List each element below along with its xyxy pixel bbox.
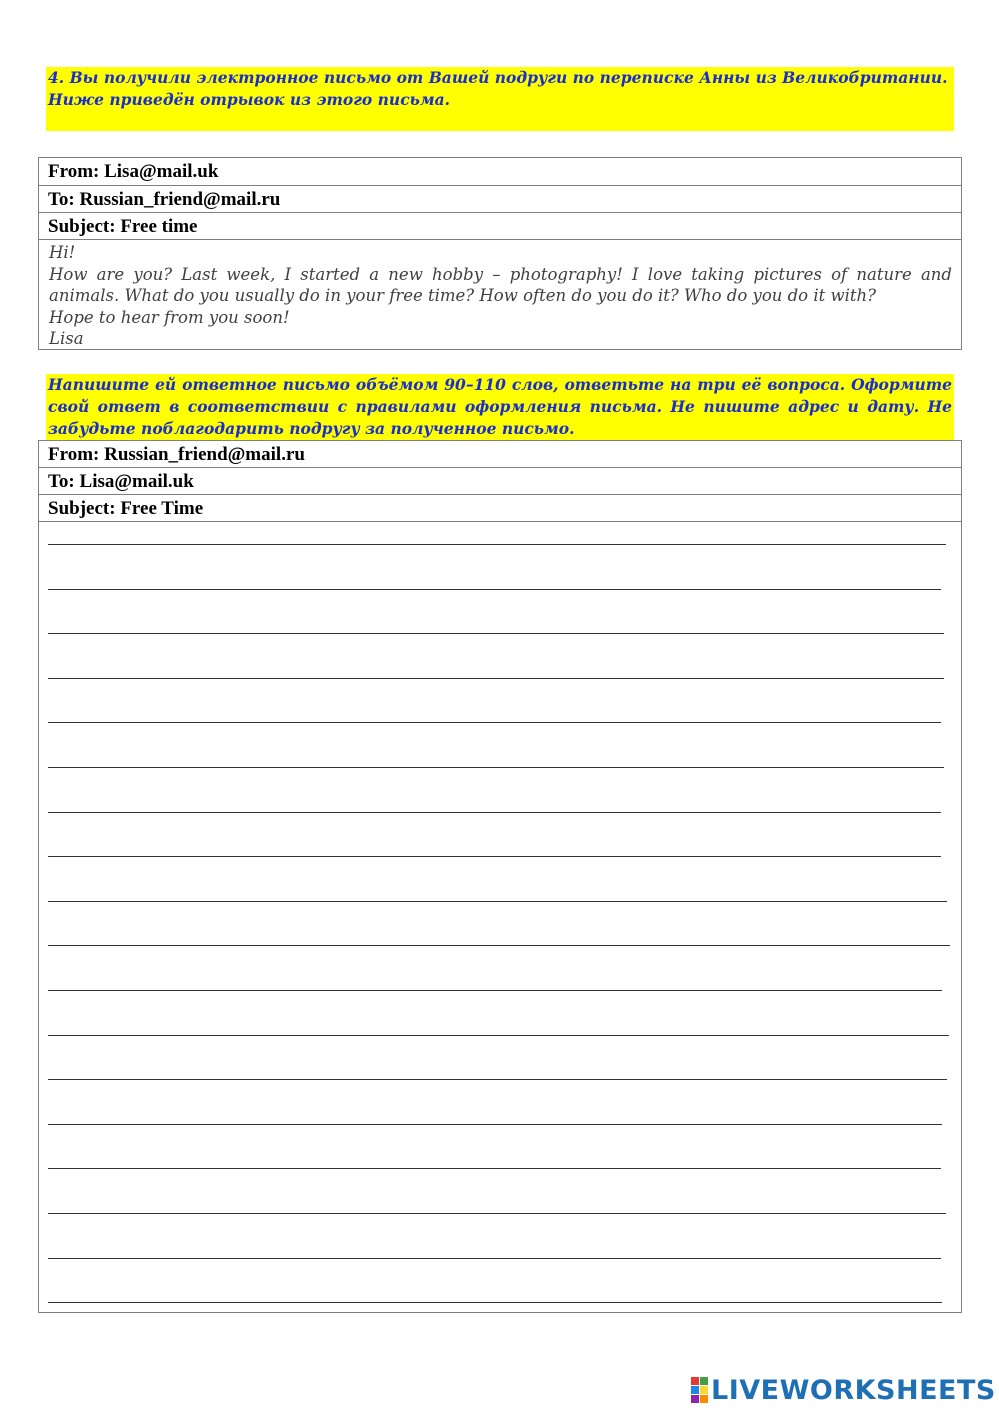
answer-line[interactable] bbox=[48, 1302, 942, 1303]
email-subject-row bbox=[39, 213, 961, 240]
logo-square bbox=[700, 1395, 708, 1403]
task-line-2: Ниже приведён отрывок из этого письма. bbox=[48, 90, 451, 109]
reply-from-row bbox=[39, 441, 961, 468]
answer-line[interactable] bbox=[48, 1035, 949, 1036]
answer-line[interactable] bbox=[48, 856, 941, 857]
email-signature: Lisa bbox=[49, 329, 84, 349]
email-from-row bbox=[39, 158, 961, 186]
answer-line[interactable] bbox=[48, 678, 944, 679]
reply-to-value: Lisa@mail.uk bbox=[79, 471, 194, 492]
email-body bbox=[39, 240, 961, 350]
answer-line[interactable] bbox=[48, 722, 941, 723]
subject-value: Free time bbox=[120, 216, 198, 237]
email-greeting: Hi! bbox=[49, 243, 76, 262]
from-label: From: bbox=[48, 161, 105, 182]
logo-square bbox=[691, 1386, 699, 1394]
reply-from-label: From: bbox=[48, 444, 105, 465]
answer-line[interactable] bbox=[48, 1168, 941, 1169]
reply-subject-label: Subject: bbox=[48, 498, 121, 519]
answer-line[interactable] bbox=[48, 901, 947, 902]
email-paragraph: How are you? Last week, I started a new hobby – photography! I love taking pictures of nature and animals. What do you usually do in your free time? How often do you do it? Who do you do it with? bbox=[49, 264, 952, 306]
logo-square bbox=[691, 1395, 699, 1403]
task-instruction-1 bbox=[46, 67, 954, 131]
answer-line[interactable] bbox=[48, 589, 941, 590]
reply-from-value: Russian_friend@mail.ru bbox=[104, 444, 305, 465]
answer-line[interactable] bbox=[48, 945, 950, 946]
reply-to-label: To: bbox=[48, 471, 80, 492]
task-line-1: 4. Вы получили электронное письмо от Вашей подруги по переписке Анны из Великобритании. bbox=[48, 68, 948, 87]
to-label: To: bbox=[48, 189, 80, 210]
logo-square bbox=[700, 1377, 708, 1385]
answer-line[interactable] bbox=[48, 990, 942, 991]
logo-square bbox=[700, 1386, 708, 1394]
email-to-row bbox=[39, 186, 961, 213]
email-closing: Hope to hear from you soon! bbox=[49, 307, 290, 327]
answer-line[interactable] bbox=[48, 1124, 942, 1125]
from-value: Lisa@mail.uk bbox=[104, 161, 219, 182]
reply-email bbox=[38, 440, 962, 1313]
task-instruction-2 bbox=[46, 374, 954, 440]
subject-label: Subject: bbox=[48, 216, 121, 237]
logo-mark-icon bbox=[691, 1377, 708, 1403]
reply-subject-value: Free Time bbox=[120, 498, 204, 519]
logo-text: LIVEWORKSHEETS bbox=[711, 1374, 996, 1406]
answer-line[interactable] bbox=[48, 1258, 941, 1259]
reply-to-row bbox=[39, 468, 961, 495]
answer-line[interactable] bbox=[48, 544, 946, 545]
answer-line[interactable] bbox=[48, 812, 941, 813]
to-value: Russian_friend@mail.ru bbox=[79, 189, 281, 210]
answer-line[interactable] bbox=[48, 1079, 947, 1080]
reply-subject-row bbox=[39, 495, 961, 522]
answer-line[interactable] bbox=[48, 633, 944, 634]
answer-line[interactable] bbox=[48, 1213, 946, 1214]
answer-line[interactable] bbox=[48, 767, 944, 768]
liveworksheets-logo bbox=[691, 1374, 996, 1406]
incoming-email bbox=[38, 157, 962, 350]
logo-square bbox=[691, 1377, 699, 1385]
task2-text: Напишите ей ответное письмо объёмом 90–110 слов, ответьте на три её вопроса. Оформите свой ответ в соответствии с правилами оформления письма. Не пишите адрес и дату. Не забудьте поблагодарить подругу за полученное письмо. bbox=[48, 375, 952, 438]
